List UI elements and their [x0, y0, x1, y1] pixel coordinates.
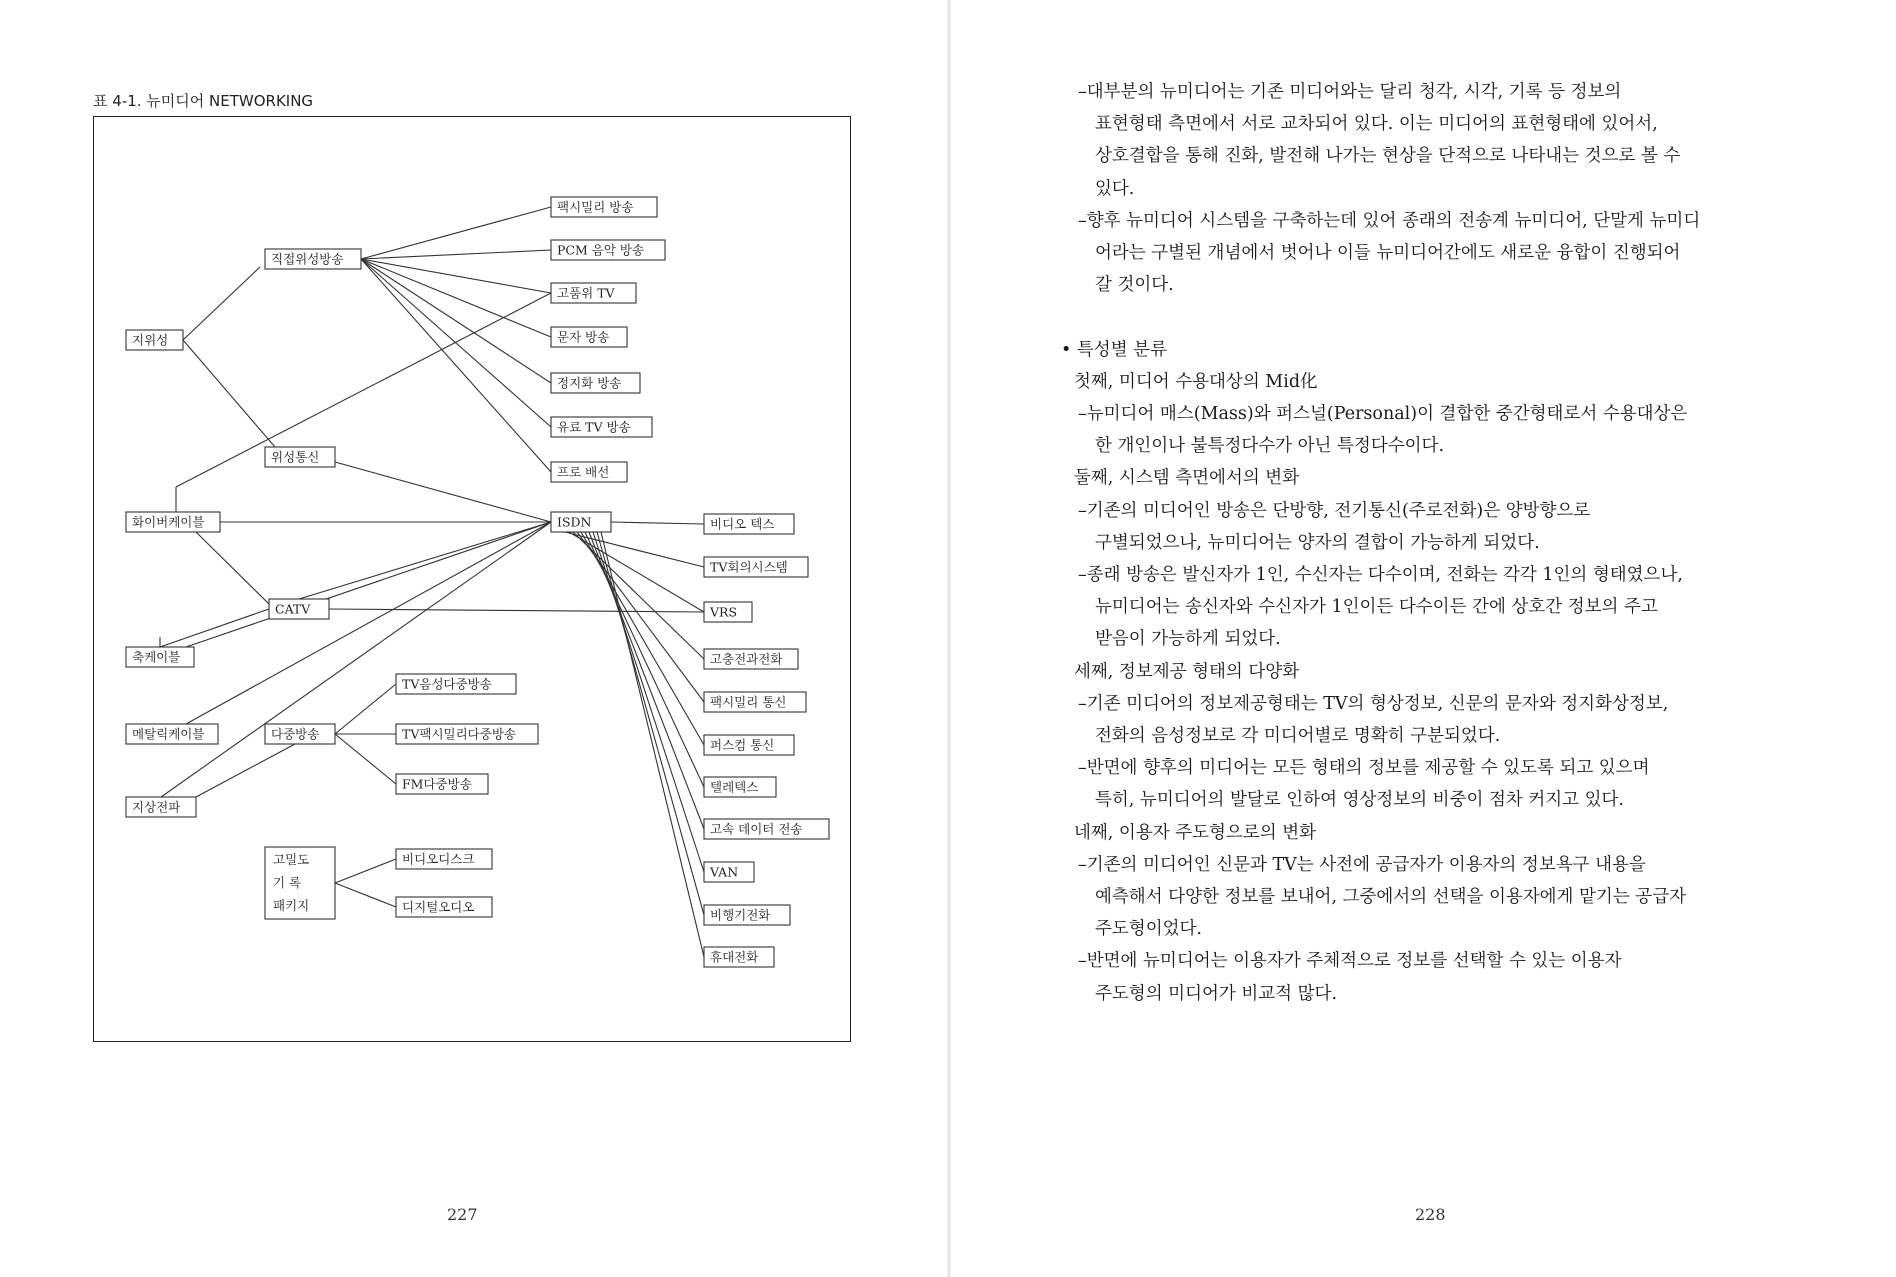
diagram-connector	[565, 532, 704, 567]
text-line: –종래 방송은 발신자가 1인, 수신자는 다수이며, 전화는 각각 1인의 형태였으나,	[1078, 565, 1683, 585]
diagram-connector	[196, 532, 269, 604]
diagram-node-label: 정지화 방송	[557, 375, 622, 391]
diagram-connector	[589, 532, 704, 829]
text-line: –기존의 미디어인 신문과 TV는 사전에 공급자가 이용자의 정보욕구 내용을	[1078, 854, 1646, 875]
diagram-node-label: 지상전파	[132, 799, 181, 815]
figure-caption: 표 4-1. 뉴미디어 NETWORKING	[93, 92, 314, 110]
diagram-node-hd-pkg	[265, 847, 335, 919]
text-line: 뉴미디어는 송신자와 수신자가 1인이든 다수이든 간에 상호간 정보의 주고	[1095, 597, 1658, 618]
diagram-node-dbs	[265, 249, 361, 269]
diagram-connector	[597, 532, 704, 915]
diagram-node-metal	[126, 724, 218, 744]
text-line: 상호결합을 통해 진화, 발전해 나가는 현상을 단적으로 나타내는 것으로 볼 수	[1095, 146, 1681, 167]
diagram-node-terrestrial	[126, 797, 196, 817]
diagram-node-video-disc	[396, 849, 492, 869]
text-line: –기존 미디어의 정보제공형태는 TV의 형상정보, 신문의 문자와 정지화상정보,	[1078, 693, 1669, 714]
diagram-node-mobile	[704, 947, 774, 967]
diagram-node-label: 팩시밀리 통신	[710, 694, 787, 710]
diagram-connector	[335, 859, 396, 883]
diagram-node-label: 위성통신	[271, 449, 320, 465]
diagram-connector	[361, 259, 551, 293]
diagram-node-label: 문자 방송	[557, 329, 610, 345]
diagram-node-label: TV음성다중방송	[402, 676, 492, 692]
diagram-node-isdn	[551, 512, 611, 532]
page-number-right: 228	[1415, 1205, 1446, 1224]
text-line: 특히, 뉴미디어의 발달로 인하여 영상정보의 비중이 점차 커지고 있다.	[1095, 790, 1624, 811]
diagram-connector	[335, 883, 396, 907]
diagram-connector	[585, 532, 704, 787]
diagram-connector	[335, 684, 396, 734]
text-line: –반면에 뉴미디어는 이용자가 주체적으로 정보를 선택할 수 있는 이용자	[1078, 951, 1622, 972]
diagram-node-satellite	[126, 330, 183, 350]
diagram-node-tv-conf	[704, 557, 808, 577]
text-line: –반면에 향후의 미디어는 모든 형태의 정보를 제공할 수 있도록 되고 있으며	[1078, 758, 1650, 779]
diagram-node-label: 텔레텍스	[710, 779, 759, 795]
diagram-node-label: 프로 배선	[557, 464, 610, 480]
diagram-node-hdtv	[551, 283, 636, 303]
text-line: 네째, 이용자 주도형으로의 변화	[1074, 822, 1317, 843]
diagram-node-teletex	[704, 777, 776, 797]
diagram-node-label: 고충전과전화	[710, 651, 783, 667]
diagram-connector	[160, 609, 269, 647]
diagram-node-vrs	[704, 602, 752, 622]
diagram-node-multiplex	[265, 724, 335, 744]
text-line: 갈 것이다.	[1095, 275, 1174, 296]
diagram-connector	[196, 744, 295, 797]
diagram-node-label: ISDN	[557, 514, 592, 530]
diagram-node-label: 고밀도 기 록 패키지	[273, 852, 310, 913]
diagram-node-label: 팩시밀리 방송	[557, 199, 634, 215]
diagram-node-videotex	[704, 514, 794, 534]
text-line: 세째, 정보제공 형태의 다양화	[1074, 661, 1300, 682]
diagram-node-label: 다중방송	[271, 726, 320, 742]
diagram-connector	[176, 293, 551, 487]
text-line: 둘째, 시스템 측면에서의 변화	[1074, 468, 1300, 489]
diagram-node-pro-dist	[551, 462, 627, 482]
diagram-connector	[183, 340, 275, 447]
diagram-node-pc-comm	[704, 735, 794, 755]
diagram-node-tv-fax	[396, 724, 538, 744]
diagram-node-label: PCM 음악 방송	[557, 242, 645, 258]
diagram-node-pcm	[551, 240, 665, 260]
text-line: 주도형의 미디어가 비교적 많다.	[1095, 983, 1338, 1004]
text-line: –향후 뉴미디어 시스템을 구축하는데 있어 종래의 전송계 뉴미디어, 단말게 뉴미디	[1078, 210, 1701, 231]
diagram-node-fiber	[126, 512, 220, 532]
diagram-node-fax-bcast	[551, 197, 657, 217]
diagram-connector	[569, 532, 704, 612]
diagram-node-label: FM다중방송	[402, 776, 472, 792]
diagram-connector	[161, 522, 551, 797]
diagram-node-label: VAN	[710, 864, 739, 880]
diagram-node-label: 퍼스컴 통신	[710, 737, 775, 753]
diagram-node-label: 유료 TV 방송	[557, 419, 631, 435]
section-heading: • 특성별 분류	[1061, 339, 1167, 360]
text-line: 첫째, 미디어 수용대상의 Mid化	[1074, 371, 1318, 392]
diagram-node-hs-data	[704, 819, 829, 839]
text-line: 표현형태 측면에서 서로 교차되어 있다. 이는 미디어의 표현형태에 있어서,	[1095, 114, 1658, 135]
diagram-node-label: 휴대전화	[710, 949, 759, 965]
diagram-node-text-bcast	[551, 327, 627, 347]
diagram-connector	[329, 609, 704, 612]
diagram-connector	[361, 259, 551, 427]
text-line: 한 개인이나 불특정다수가 아닌 특정다수이다.	[1095, 436, 1445, 457]
diagram-node-label: 비디오 텍스	[710, 516, 775, 532]
diagram-node-satcomm	[265, 447, 335, 467]
diagram-node-label: 디지털오디오	[402, 899, 475, 915]
diagram-node-label: TV팩시밀리다중방송	[402, 726, 516, 742]
diagram-connector	[601, 532, 704, 957]
diagram-connector	[361, 259, 551, 472]
diagram-node-fm-mux	[396, 774, 488, 794]
diagram-node-label: 화이버케이블	[132, 514, 205, 530]
text-line: 전화의 음성정보로 각 미디어별로 명확히 구분되었다.	[1095, 726, 1501, 746]
page-number-left: 227	[447, 1205, 478, 1224]
text-line: 주도형이었다.	[1095, 919, 1202, 940]
diagram-node-catv	[269, 599, 329, 619]
text-line: –대부분의 뉴미디어는 기존 미디어와는 달리 청각, 시각, 기록 등 정보의	[1078, 82, 1622, 102]
diagram-node-label: 비디오디스크	[402, 851, 475, 867]
diagram-node-label: CATV	[275, 601, 311, 617]
diagram-node-coax	[126, 647, 194, 667]
right-page	[950, 0, 1896, 1277]
diagram-connector	[611, 522, 704, 524]
text-line: –뉴미디어 매스(Mass)와 퍼스널(Personal)이 결합한 중간형태로서 수용대상은	[1078, 404, 1688, 424]
diagram-node-label: 비행기전화	[710, 907, 771, 923]
diagram-connector	[299, 522, 551, 599]
diagram-node-tv-voice	[396, 674, 516, 694]
text-line: 받음이 가능하게 되었다.	[1095, 629, 1281, 650]
diagram-node-label: TV회의시스템	[710, 559, 788, 575]
diagram-node-van	[704, 862, 754, 882]
diagram-connector	[335, 462, 551, 522]
diagram-node-label: VRS	[710, 604, 738, 620]
diagram-node-digital-audio	[396, 897, 492, 917]
diagram-connector	[186, 522, 551, 647]
diagram-node-label: 축케이블	[132, 649, 181, 665]
diagram-node-hq-phone	[704, 649, 798, 669]
diagram-node-label: 고품위 TV	[557, 285, 615, 301]
diagram-node-still-bcast	[551, 373, 640, 393]
diagram-node-pay-tv	[551, 417, 652, 437]
diagram-connector	[593, 532, 704, 872]
text-line: 구별되었으나, 뉴미디어는 양자의 결합이 가능하게 되었다.	[1095, 532, 1540, 553]
networking-diagram	[94, 117, 850, 1041]
diagram-connector	[335, 734, 396, 784]
diagram-node-label: 메탈릭케이블	[132, 726, 205, 742]
diagram-connector	[361, 259, 551, 383]
text-line: 예측해서 다양한 정보를 보내어, 그중에서의 선택을 이용자에게 맡기는 공급자	[1095, 887, 1687, 907]
diagram-node-label: 지위성	[132, 332, 169, 348]
text-line: 어라는 구별된 개념에서 벗어나 이들 뉴미디어간에도 새로운 융합이 진행되어	[1095, 243, 1681, 263]
networking-diagram-frame	[93, 116, 851, 1042]
diagram-connector	[183, 267, 260, 340]
diagram-node-air-phone	[704, 905, 790, 925]
text-line: –기존의 미디어인 방송은 단방향, 전기통신(주로전화)은 양방향으로	[1078, 500, 1591, 521]
text-line: 있다.	[1095, 178, 1135, 199]
diagram-connector	[361, 259, 551, 337]
diagram-node-label: 직접위성방송	[271, 251, 344, 267]
diagram-node-fax-comm	[704, 692, 806, 712]
diagram-node-label: 고속 데이터 전송	[710, 821, 803, 837]
